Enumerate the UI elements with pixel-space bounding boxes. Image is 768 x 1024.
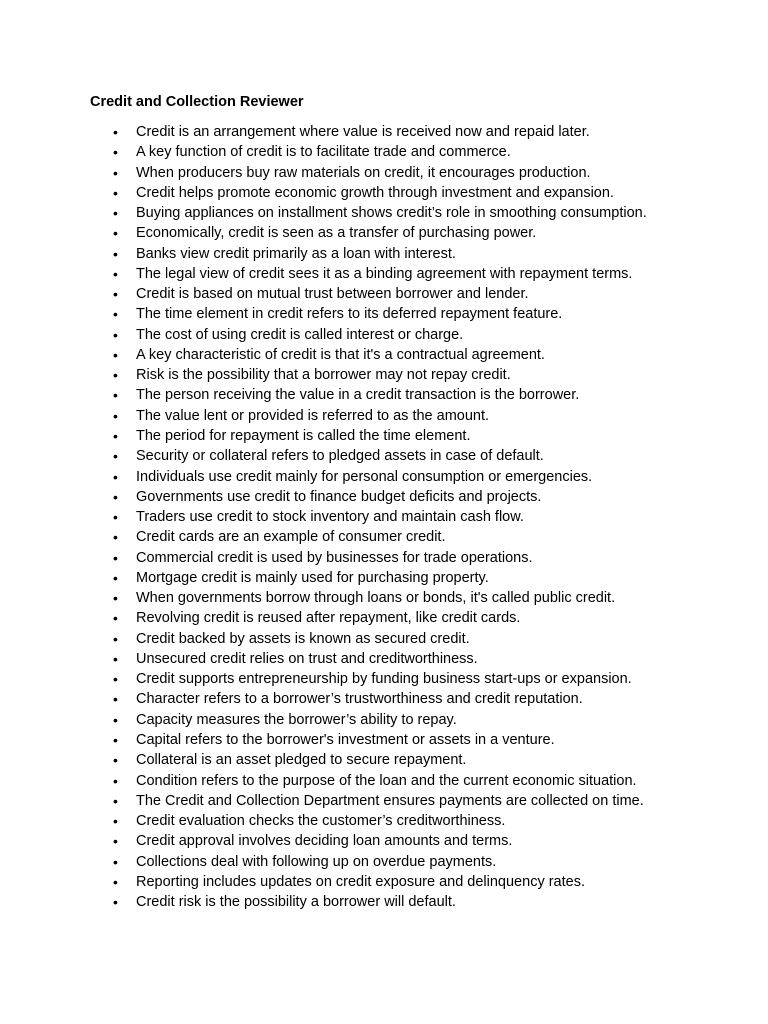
list-item-text: A key function of credit is to facilitate trade and commerce. xyxy=(136,144,511,161)
list-item-text: Commercial credit is used by businesses for trade operations. xyxy=(136,549,533,566)
list-item-text: The value lent or provided is referred to as the amount. xyxy=(136,407,490,424)
list-item-text: The person receiving the value in a credit transaction is the borrower. xyxy=(136,387,580,404)
bullet-icon: • xyxy=(113,711,118,728)
bullet-icon: • xyxy=(113,306,118,323)
bullet-icon: • xyxy=(113,225,118,242)
list-item-text: Capital refers to the borrower's investment or assets in a venture. xyxy=(136,731,555,748)
list-item-text: Banks view credit primarily as a loan with interest. xyxy=(136,245,456,262)
bullet-icon: • xyxy=(113,245,118,262)
document-title: Credit and Collection Reviewer xyxy=(90,94,304,110)
list-item-text: Unsecured credit relies on trust and creditworthiness. xyxy=(136,650,478,667)
list-item-text: Reporting includes updates on credit exposure and delinquency rates. xyxy=(136,873,585,890)
list-item-text: Credit cards are an example of consumer credit. xyxy=(136,529,446,546)
list-item-text: Credit supports entrepreneurship by funding business start-ups or expansion. xyxy=(136,671,632,688)
list-item-text: The cost of using credit is called interest or charge. xyxy=(136,326,464,343)
bullet-icon: • xyxy=(113,286,118,303)
list-item-text: Buying appliances on installment shows credit’s role in smoothing consumption. xyxy=(136,205,647,222)
list-item-text: When governments borrow through loans or bonds, it's called public credit. xyxy=(136,590,616,607)
bullet-icon: • xyxy=(113,590,118,607)
list-item-text: The time element in credit refers to its deferred repayment feature. xyxy=(136,306,563,323)
list-item-text: Traders use credit to stock inventory and maintain cash flow. xyxy=(136,509,524,526)
bullet-icon: • xyxy=(113,407,118,424)
list-item-text: Credit backed by assets is known as secured credit. xyxy=(136,630,470,647)
list-item-text: Mortgage credit is mainly used for purchasing property. xyxy=(136,569,489,586)
bullet-icon: • xyxy=(113,569,118,586)
bullet-icon: • xyxy=(113,346,118,363)
bullet-icon: • xyxy=(113,427,118,444)
bullet-icon: • xyxy=(113,549,118,566)
list-item-text: Security or collateral refers to pledged assets in case of default. xyxy=(136,448,544,465)
list-item-text: When producers buy raw materials on credit, it encourages production. xyxy=(136,164,591,181)
list-item-text: Condition refers to the purpose of the loan and the current economic situation. xyxy=(136,772,637,789)
list-item-text: Credit evaluation checks the customer’s creditworthiness. xyxy=(136,813,506,830)
bullet-icon: • xyxy=(113,387,118,404)
bullet-icon: • xyxy=(113,367,118,384)
bullet-icon: • xyxy=(113,833,118,850)
bullet-icon: • xyxy=(113,650,118,667)
list-item-text: Revolving credit is reused after repayment, like credit cards. xyxy=(136,610,521,627)
list-item-text: Credit risk is the possibility a borrower will default. xyxy=(136,894,456,911)
list-item-text: Credit approval involves deciding loan amounts and terms. xyxy=(136,833,513,850)
bullet-icon: • xyxy=(113,164,118,181)
list-item-text: The period for repayment is called the time element. xyxy=(136,427,471,444)
list-item-text: Collections deal with following up on overdue payments. xyxy=(136,853,497,870)
bullet-icon: • xyxy=(113,144,118,161)
list-item-text: Capacity measures the borrower’s ability to repay. xyxy=(136,711,457,728)
bullet-icon: • xyxy=(113,752,118,769)
bullet-icon: • xyxy=(113,468,118,485)
list-item-text: Economically, credit is seen as a transfer of purchasing power. xyxy=(136,225,537,242)
list-item-text: Governments use credit to finance budget deficits and projects. xyxy=(136,488,542,505)
bullet-icon: • xyxy=(113,873,118,890)
bullet-icon: • xyxy=(113,488,118,505)
bullet-icon: • xyxy=(113,124,118,140)
list-item-text: Individuals use credit mainly for personal consumption or emergencies. xyxy=(136,468,593,485)
list-item-text: Credit is an arrangement where value is received now and repaid later. xyxy=(136,124,590,140)
bullet-icon: • xyxy=(113,509,118,526)
bullet-icon: • xyxy=(113,184,118,201)
bullet-icon: • xyxy=(113,529,118,546)
list-item-text: Credit is based on mutual trust between borrower and lender. xyxy=(136,286,529,303)
list-item-text: Collateral is an asset pledged to secure repayment. xyxy=(136,752,467,769)
list-item-text: Risk is the possibility that a borrower may not repay credit. xyxy=(136,367,511,384)
bullet-icon: • xyxy=(113,630,118,647)
bullet-icon: • xyxy=(113,205,118,222)
bullet-icon: • xyxy=(113,813,118,830)
bullet-icon: • xyxy=(113,326,118,343)
list-item-text: Credit helps promote economic growth through investment and expansion. xyxy=(136,184,614,201)
bullet-icon: • xyxy=(113,772,118,789)
bullet-icon: • xyxy=(113,691,118,708)
bullet-icon: • xyxy=(113,671,118,688)
list-item-text: The legal view of credit sees it as a binding agreement with repayment terms. xyxy=(136,265,633,282)
list-item-text: The Credit and Collection Department ensures payments are collected on time. xyxy=(136,792,644,809)
list-item-text: A key characteristic of credit is that it's a contractual agreement. xyxy=(136,346,545,363)
bullet-icon: • xyxy=(113,731,118,748)
bullet-icon: • xyxy=(113,792,118,809)
bullet-icon: • xyxy=(113,610,118,627)
bullet-icon: • xyxy=(113,448,118,465)
bullet-icon: • xyxy=(113,853,118,870)
bullet-icon: • xyxy=(113,265,118,282)
bullet-icon: • xyxy=(113,894,118,911)
list-item-text: Character refers to a borrower’s trustworthiness and credit reputation. xyxy=(136,691,583,708)
